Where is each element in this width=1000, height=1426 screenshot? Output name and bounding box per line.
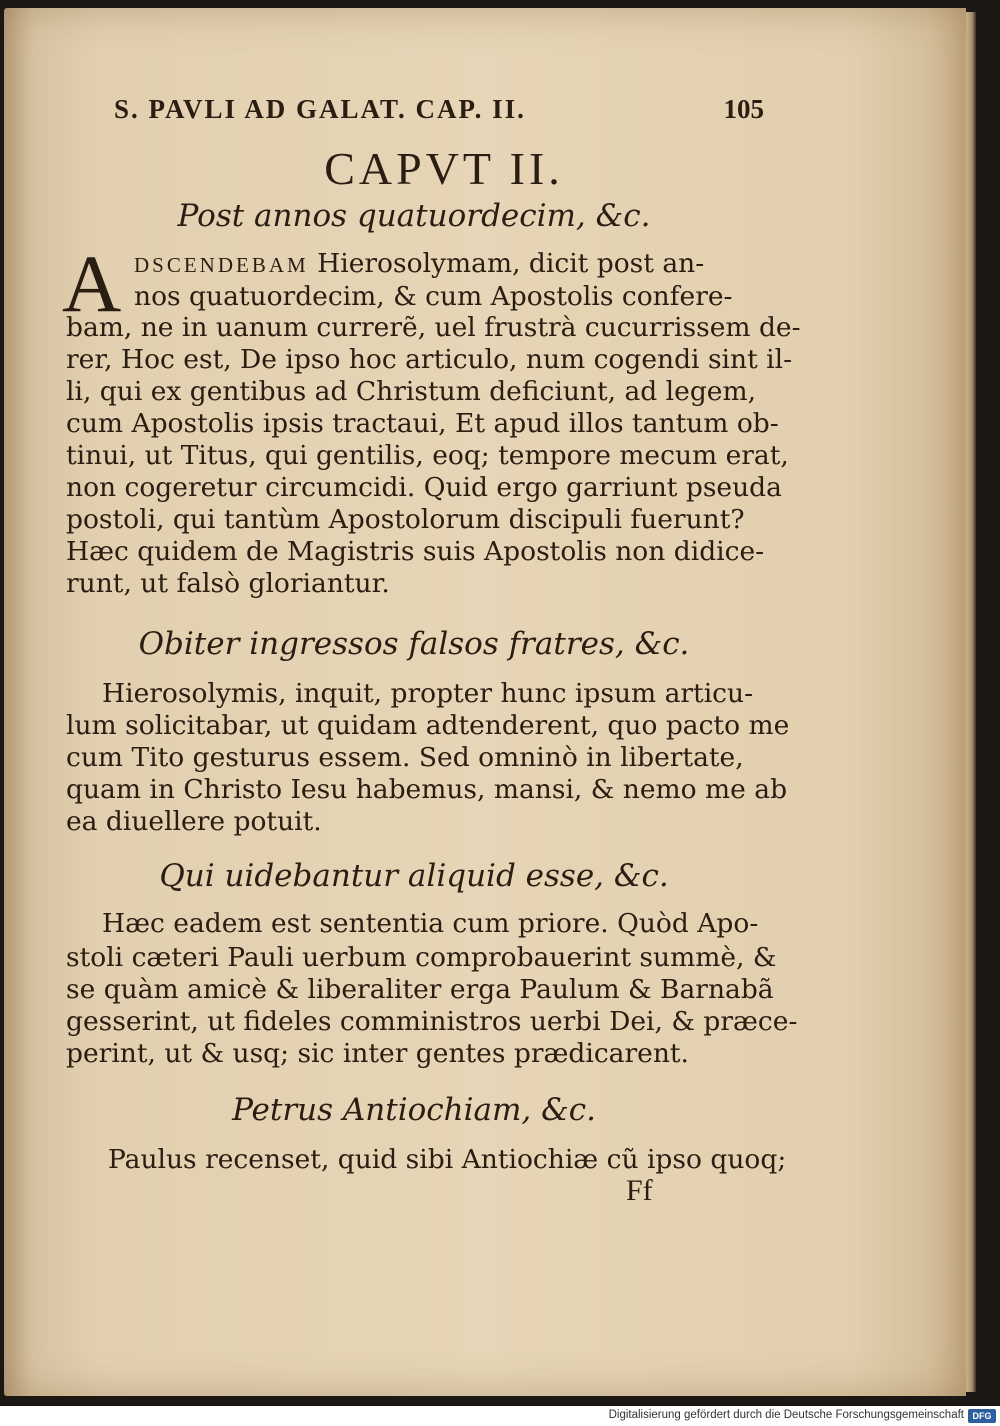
text-line: nos quatuordecim, & cum Apostolis confere- [134,281,733,312]
paragraph-2-cont [66,710,790,838]
text-line: Hæc quidem de Magistris suis Apostolis non didice- [66,536,765,567]
text-line: runt, ut falsò gloriantur. [66,568,390,599]
footer-bar [0,1406,1000,1426]
text-line: Hierosolymis, inquit, propter hunc ipsum articu- [102,678,754,709]
text-line: postoli, qui tantùm Apostolorum discipuli fuerunt? [66,504,745,535]
text-line: bam, ne in uanum currerẽ, uel frustrà cucurrissem de- [66,312,801,343]
paragraph-2 [102,678,762,710]
running-head: S. PAVLI AD GALAT. CAP. II. [114,94,526,124]
text-line: cum Apostolis ipsis tractaui, Et apud illos tantum ob- [66,408,779,439]
lemma-2: Obiter ingressos falsos fratres, &c. [138,626,690,662]
text-line: li, qui ex gentibus ad Christum deficiunt, ad legem, [66,376,757,407]
dfg-logo-icon: DFG [968,1409,996,1423]
paragraph-1-cont [66,312,801,600]
text-line: cum Tito gesturus essem. Sed omninò in libertate, [66,742,744,773]
text-line: lum solicitabar, ut quidam adtenderent, quo pacto me [66,710,790,741]
folio-number: 105 [723,94,764,124]
book-page [4,8,966,1396]
text-line: stoli cæteri Pauli uerbum comprobauerint summè, & [66,942,777,973]
lemma-3: Qui uidebantur aliquid esse, &c. [159,858,669,894]
paragraph-1 [134,248,774,313]
text-line: quam in Christo Iesu habemus, mansi, & nemo me ab [66,774,788,805]
lemma-1: Post annos quatuordecim, &c. [177,198,651,234]
text-line: perint, ut & usq; sic inter gentes prædicarent. [66,1038,689,1069]
text-line: non cogeretur circumcidi. Quid ergo garriunt pseuda [66,472,782,503]
text-line: Hæc eadem est sententia cum priore. Quòd Apo- [102,908,759,939]
paragraph-3-cont [66,942,798,1070]
paragraph-3 [102,908,762,940]
text-line: DSCENDEBAM Hierosolymam, dicit post an- [134,248,705,279]
text-line: Paulus recenset, quid sibi Antiochiæ cũ ipso quoq; [108,1144,787,1175]
text-line: tinui, ut Titus, qui gentilis, eoq; tempore mecum erat, [66,440,789,471]
text-line: rer, Hoc est, De ipso hoc articulo, num cogendi sint il- [66,344,793,375]
funding-credit: Digitalisierung gefördert durch die Deutsche Forschungsgemeinschaft [608,1409,964,1421]
lemma-4: Petrus Antiochiam, &c. [232,1092,596,1128]
drop-cap: A [62,238,122,329]
text-line: gesserint, ut fideles comministros uerbi Dei, & præce- [66,1006,798,1037]
page-header [114,94,764,134]
text-line: ea diuellere potuit. [66,806,322,837]
lead-word: DSCENDEBAM [134,253,309,277]
paragraph-4 [108,1144,787,1176]
page-edge [966,12,976,1392]
chapter-title: CAPVT II. [324,143,564,194]
signature-mark: Ff [626,1174,653,1207]
text-line: se quàm amicè & liberaliter erga Paulum & Barnabã [66,974,774,1005]
